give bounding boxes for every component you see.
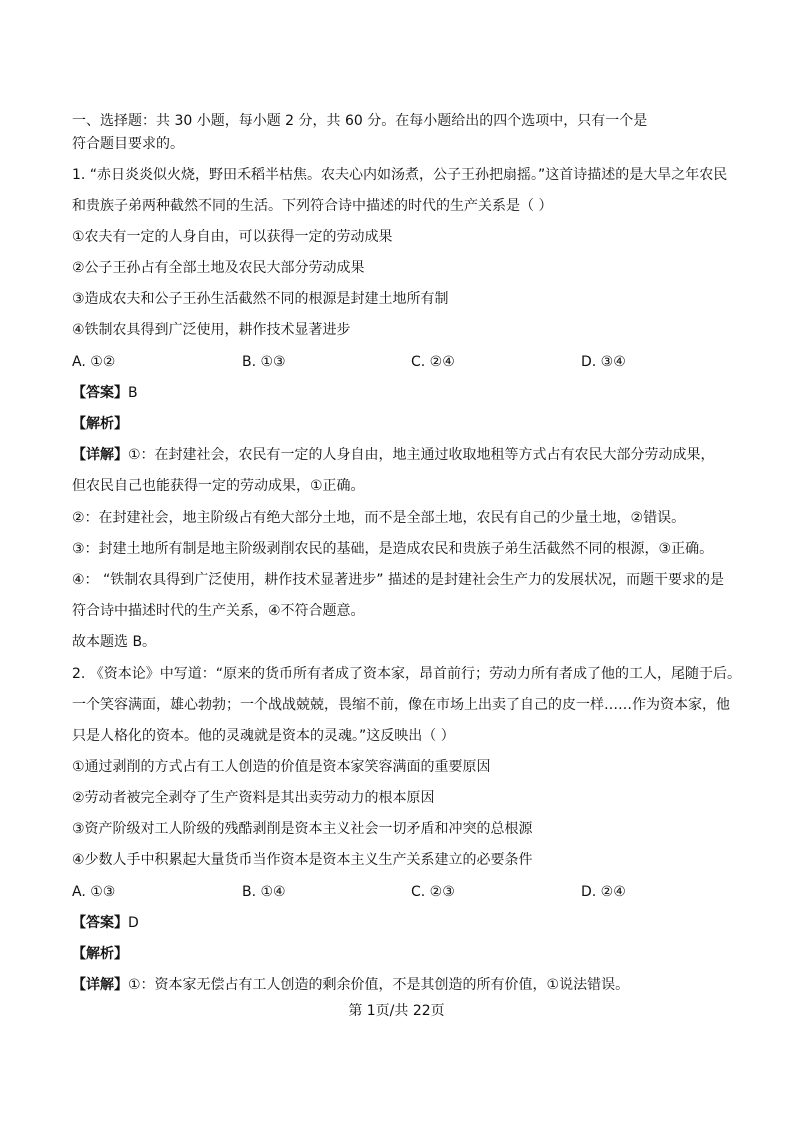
q2-statement-2: ②劳动者被完全剥夺了生产资料是其出卖劳动力的根本原因 <box>72 790 435 806</box>
q1-stem-line-1: 1. “赤日炎炎似火烧，野田禾稻半枯焦。农夫心内如汤煮，公子王孙把扇摇。”这首诗描述的是大旱之年农民 <box>72 167 728 183</box>
q1-statement-2: ②公子王孙占有全部土地及农民大部分劳动成果 <box>72 260 365 276</box>
q1-answer-tag: 【答案】 <box>72 385 128 401</box>
q1-answer-value: B <box>128 385 138 401</box>
q2-analysis-tag: 【解析】 <box>72 946 128 962</box>
q1-conclusion: 故本题选 B。 <box>72 634 157 650</box>
q2-stem-line-1: 2. 《资本论》中写道：“原来的货币所有者成了资本家，昂首前行；劳动力所有者成了他的工人，尾随于后。 <box>72 666 742 682</box>
q2-stem-line-3: 只是人格化的资本。他的灵魂就是资本的灵魂。”这反映出（ ） <box>72 728 455 744</box>
q2-detail-1: ①：资本家无偿占有工人创造的剩余价值，不是其创造的所有价值，①说法错误。 <box>128 977 630 993</box>
q2-detail-tag: 【详解】 <box>72 977 128 993</box>
q1-analysis-tag: 【解析】 <box>72 416 128 432</box>
q1-answer <box>72 383 762 403</box>
q2-statement-1: ①通过剥削的方式占有工人创造的价值是资本家笑容满面的重要原因 <box>72 759 491 775</box>
q2-answer <box>72 913 762 933</box>
q2-answer-tag: 【答案】 <box>72 915 128 931</box>
section-header-line-1: 一、选择题：共 30 小题，每小题 2 分，共 60 分。在每小题给出的四个选项中，只有一个是 <box>72 113 648 129</box>
q1-statement-1: ①农夫有一定的人身自由，可以获得一定的劳动成果 <box>72 229 393 245</box>
q1-stem-line-2: 和贵族子弟两种截然不同的生活。下列符合诗中描述的时代的生产关系是（ ） <box>72 198 553 214</box>
q2-option-b: B. ①④ <box>242 884 286 900</box>
q1-statement-4: ④铁制农具得到广泛使用，耕作技术显著进步 <box>72 322 351 338</box>
q1-option-c: C. ②④ <box>411 354 455 370</box>
q2-option-d: D. ②④ <box>581 884 626 900</box>
q1-detail-line-6: 符合诗中描述时代的生产关系，④不符合题意。 <box>72 603 365 619</box>
q1-option-a: A. ①② <box>72 354 116 370</box>
q2-option-c: C. ②③ <box>411 884 455 900</box>
q2-statement-4: ④少数人手中积累起大量货币当作资本是资本主义生产关系建立的必要条件 <box>72 852 533 868</box>
q2-statement-3: ③资产阶级对工人阶级的残酷剥削是资本主义社会一切矛盾和冲突的总根源 <box>72 821 533 837</box>
q1-detail-tag: 【详解】 <box>72 447 128 463</box>
q1-statement-3: ③造成农夫和公子王孙生活截然不同的根源是封建土地所有制 <box>72 291 449 307</box>
q2-stem-line-2: 一个笑容满面，雄心勃勃；一个战战兢兢，畏缩不前，像在市场上出卖了自己的皮一样……作为资本家，他 <box>72 697 730 713</box>
q1-detail-line-3: ②：在封建社会，地主阶级占有绝大部分土地，而不是全部土地，农民有自己的少量土地，②错误。 <box>72 510 686 526</box>
page-footer: 第 1页/共 22页 <box>348 1003 445 1019</box>
q1-detail-line-1 <box>72 445 762 465</box>
q1-detail-line-5: ④： “铁制农具得到广泛使用，耕作技术显著进步” 描述的是封建社会生产力的发展状况，而题干要求的是 <box>72 572 724 588</box>
q2-option-a: A. ①③ <box>72 884 116 900</box>
section-header-line-2: 符合题目要求的。 <box>72 136 184 152</box>
q1-detail-line-4: ③：封建土地所有制是地主阶级剥削农民的基础，是造成农民和贵族子弟生活截然不同的根源，③正确。 <box>72 541 714 557</box>
q1-option-d: D. ③④ <box>581 354 626 370</box>
q2-answer-value: D <box>128 915 139 931</box>
q1-detail-line-2: 但农民自己也能获得一定的劳动成果，①正确。 <box>72 478 365 494</box>
q2-detail-line-1 <box>72 975 762 995</box>
q1-detail-1a: ①：在封建社会，农民有一定的人身自由，地主通过收取地租等方式占有农民大部分劳动成果， <box>128 447 715 463</box>
q1-option-b: B. ①③ <box>242 354 286 370</box>
